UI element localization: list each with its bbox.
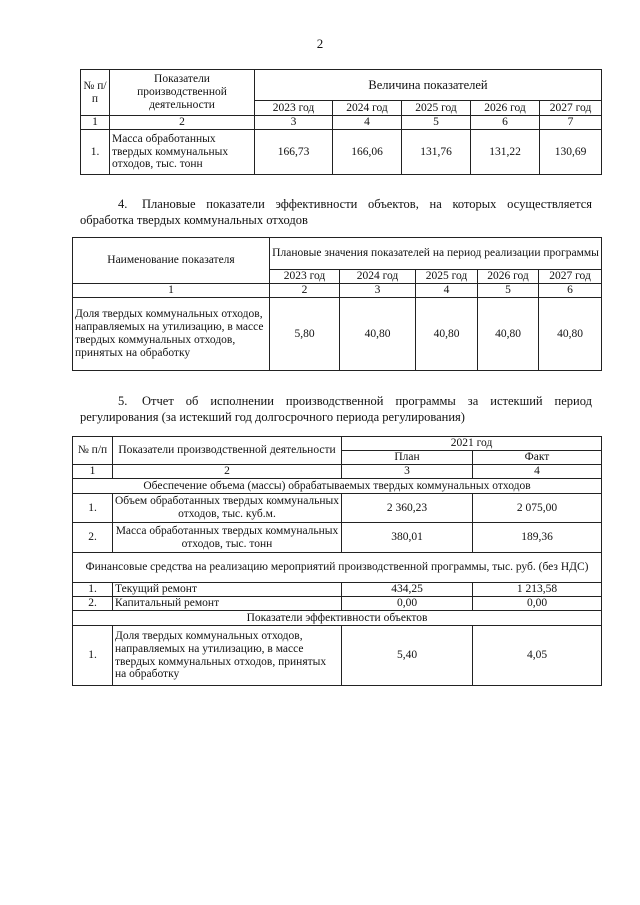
program-execution-report-table bbox=[72, 436, 602, 686]
col-number: 1 bbox=[73, 465, 113, 479]
row-plan: 5,40 bbox=[342, 626, 473, 686]
row-indicator-name: Доля твердых коммунальных отходов, направляемых на утилизацию, в массе твердых коммунальных отходов, принятых на обработку bbox=[113, 626, 342, 686]
col-number: 5 bbox=[478, 284, 539, 298]
row-fact: 0,00 bbox=[473, 597, 602, 611]
col-number: 3 bbox=[342, 465, 473, 479]
row-indicator-name: Капитальный ремонт bbox=[113, 597, 342, 611]
year-header: 2023 год bbox=[255, 101, 333, 116]
page-number: 2 bbox=[316, 36, 324, 51]
row-value: 5,80 bbox=[270, 298, 340, 371]
row-value: 131,22 bbox=[471, 130, 540, 175]
year-header: 2025 год bbox=[416, 270, 478, 284]
row-value: 166,06 bbox=[333, 130, 402, 175]
production-indicators-table bbox=[80, 69, 602, 175]
year-header: 2026 год bbox=[478, 270, 539, 284]
row-value: 40,80 bbox=[539, 298, 602, 371]
year-header: 2023 год bbox=[270, 270, 340, 284]
col-number: 1 bbox=[73, 284, 270, 298]
col-number: 2 bbox=[270, 284, 340, 298]
col-header-fact: Факт bbox=[473, 451, 602, 465]
col-number: 1 bbox=[81, 116, 110, 130]
year-header: 2025 год bbox=[402, 101, 471, 116]
section-4-text: Плановые показатели эффективности объектов, на которых осуществляется обработка твердых коммунальных отходов bbox=[80, 197, 592, 227]
row-value: 166,73 bbox=[255, 130, 333, 175]
section-5-paragraph bbox=[80, 393, 592, 425]
row-indicator-name: Объем обработанных твердых коммунальных отходов, тыс. куб.м. bbox=[113, 494, 342, 523]
year-header: 2024 год bbox=[340, 270, 416, 284]
section-5-text: Отчет об исполнении производственной программы за истекший период регулирования (за истекший год долгосрочного периода регулирования) bbox=[80, 394, 592, 424]
row-number: 1. bbox=[81, 130, 110, 175]
row-number: 1. bbox=[73, 626, 113, 686]
col-number: 2 bbox=[110, 116, 255, 130]
year-header: 2024 год bbox=[333, 101, 402, 116]
table-row bbox=[73, 298, 602, 371]
row-indicator-name: Доля твердых коммунальных отходов, направляемых на утилизацию, в массе твердых коммунальных отходов, принятых на обработку bbox=[73, 298, 270, 371]
col-number: 6 bbox=[471, 116, 540, 130]
col-header-year: 2021 год bbox=[342, 437, 602, 451]
table-row bbox=[73, 626, 602, 686]
section-5-number: 5. bbox=[118, 394, 128, 408]
row-number: 2. bbox=[73, 523, 113, 553]
section-4-number: 4. bbox=[118, 197, 128, 211]
row-plan: 0,00 bbox=[342, 597, 473, 611]
row-number: 1. bbox=[73, 583, 113, 597]
table-row bbox=[73, 494, 602, 523]
col-header-number: № п/п bbox=[73, 437, 113, 465]
section-header-finance: Финансовые средства на реализацию мероприятий производственной программы, тыс. руб. (без НДС) bbox=[73, 553, 602, 583]
row-indicator-name: Масса обработанных твердых коммунальных отходов, тыс. тонн bbox=[110, 130, 255, 175]
col-header-planned-group: Плановые значения показателей на период реализации программы bbox=[270, 238, 602, 270]
table-row bbox=[81, 130, 602, 175]
row-fact: 1 213,58 bbox=[473, 583, 602, 597]
table-row bbox=[73, 583, 602, 597]
col-number: 3 bbox=[340, 284, 416, 298]
col-number: 2 bbox=[113, 465, 342, 479]
col-number: 4 bbox=[416, 284, 478, 298]
planned-efficiency-table bbox=[72, 237, 602, 371]
col-header-plan: План bbox=[342, 451, 473, 465]
row-value: 40,80 bbox=[416, 298, 478, 371]
section-header-volume: Обеспечение объема (массы) обрабатываемых твердых коммунальных отходов bbox=[73, 479, 602, 494]
row-value: 131,76 bbox=[402, 130, 471, 175]
row-plan: 434,25 bbox=[342, 583, 473, 597]
row-number: 2. bbox=[73, 597, 113, 611]
col-header-indicator: Показатели производственной деятельности bbox=[113, 437, 342, 465]
row-fact: 4,05 bbox=[473, 626, 602, 686]
col-header-number: № п/п bbox=[81, 70, 110, 116]
col-number: 6 bbox=[539, 284, 602, 298]
row-plan: 2 360,23 bbox=[342, 494, 473, 523]
row-number: 1. bbox=[73, 494, 113, 523]
col-number: 4 bbox=[473, 465, 602, 479]
col-header-values-group: Величина показателей bbox=[255, 70, 602, 101]
section-4-paragraph bbox=[80, 196, 592, 228]
row-indicator-name: Масса обработанных твердых коммунальных отходов, тыс. тонн bbox=[113, 523, 342, 553]
year-header: 2027 год bbox=[540, 101, 602, 116]
row-indicator-name: Текущий ремонт bbox=[113, 583, 342, 597]
col-number: 3 bbox=[255, 116, 333, 130]
col-number: 5 bbox=[402, 116, 471, 130]
section-header-efficiency: Показатели эффективности объектов bbox=[73, 611, 602, 626]
table-row bbox=[73, 597, 602, 611]
year-header: 2027 год bbox=[539, 270, 602, 284]
row-value: 40,80 bbox=[340, 298, 416, 371]
row-value: 40,80 bbox=[478, 298, 539, 371]
row-value: 130,69 bbox=[540, 130, 602, 175]
col-header-indicator-name: Наименование показателя bbox=[73, 238, 270, 284]
row-plan: 380,01 bbox=[342, 523, 473, 553]
col-header-indicator: Показатели производственной деятельности bbox=[110, 70, 255, 116]
row-fact: 2 075,00 bbox=[473, 494, 602, 523]
year-header: 2026 год bbox=[471, 101, 540, 116]
col-number: 7 bbox=[540, 116, 602, 130]
row-fact: 189,36 bbox=[473, 523, 602, 553]
col-number: 4 bbox=[333, 116, 402, 130]
table-row bbox=[73, 523, 602, 553]
